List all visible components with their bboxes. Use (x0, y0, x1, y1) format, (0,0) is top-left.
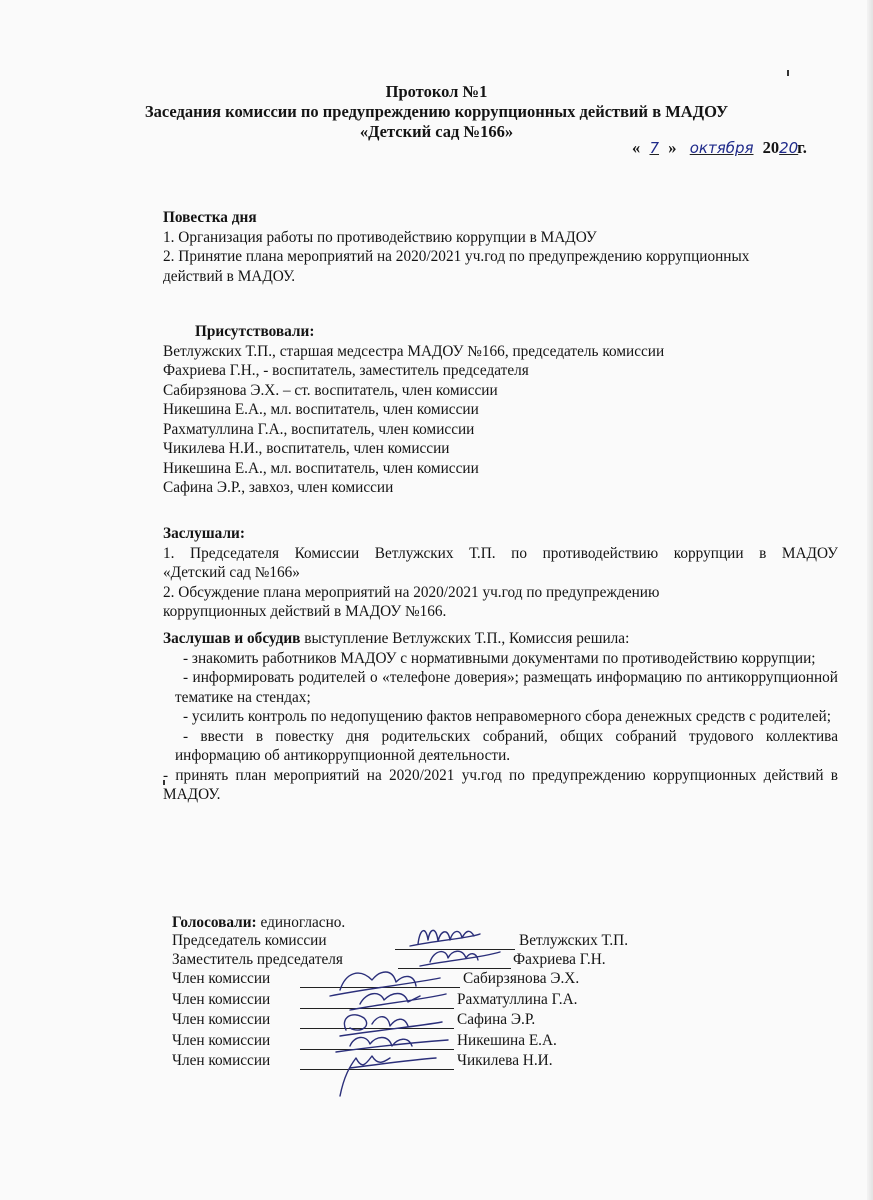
decision-intro-bold: Заслушав и обсудив (163, 630, 301, 647)
signature-role: Член комиссии (172, 1052, 271, 1069)
signatory-name: Фахриева Г.Н. (513, 951, 606, 968)
signature-line (300, 1008, 454, 1009)
decision-section (163, 629, 838, 805)
attendee-item: Ветлужских Т.П., старшая медсестра МАДОУ №166, председатель комиссии (163, 342, 665, 360)
signature-role: Заместитель председателя (172, 951, 343, 968)
date-year-handwritten: 20 (779, 139, 799, 157)
date-day-handwritten: 7 (649, 139, 660, 157)
scan-speck (787, 70, 789, 76)
signature-scribble-member (340, 1015, 442, 1036)
signatory-name: Ветлужских Т.П. (519, 932, 629, 949)
attendee-item: Рахматуллина Г.А., воспитатель, член комиссии (163, 420, 475, 438)
signatory-name: Никешина Е.А. (457, 1032, 557, 1049)
signature-line (300, 987, 460, 988)
decision-intro (163, 629, 838, 649)
date-month-handwritten: октября (689, 139, 754, 157)
heard-section (163, 524, 838, 622)
signature-role: Член комиссии (172, 1032, 271, 1049)
document-subtitle: Заседания комиссии по предупреждению коррупционных действий в МАДОУ (144, 102, 729, 121)
signature-scribble-chair (410, 930, 480, 946)
agenda-section (163, 208, 838, 286)
agenda-title: Повестка дня (163, 209, 257, 226)
date-year-prefix: 20 (762, 138, 780, 157)
organization-name: «Детский сад №166» (359, 122, 514, 141)
decision-item: - усилить контроль по недопущению фактов неправомерного сбора денежных средств с родителей; (183, 708, 831, 725)
date-close-quote: » (668, 138, 677, 157)
votes-value: единогласно. (256, 914, 346, 931)
decision-item: - знакомить работников МАДОУ с нормативными документами по противодействию коррупции; (183, 649, 816, 667)
attendee-item: Фахриева Г.Н., - воспитатель, заместитель председателя (163, 362, 529, 379)
attendee-item: Сафина Э.Р., завхоз, член комиссии (163, 479, 394, 496)
decision-item: - информировать родителей о «телефоне доверия»; размещать информацию по антикоррупционной тематике на стендах; (175, 669, 838, 706)
heard-title: Заслушали: (163, 525, 245, 542)
signature-line (300, 1049, 454, 1050)
agenda-item: 2. Принятие плана мероприятий на 2020/2021 уч.год по предупреждению коррупционных (163, 248, 750, 265)
signatory-name: Сафина Э.Р. (457, 1011, 536, 1028)
signatory-name: Рахматуллина Г.А. (457, 991, 578, 1008)
signature-line (395, 949, 515, 950)
signature-line (398, 968, 511, 969)
heard-item: 2. Обсуждение плана мероприятий на 2020/2021 уч.год по предупреждению (163, 583, 660, 601)
decision-item: - ввести в повестку дня родительских собраний, общих собраний трудового коллектива информацию об антикоррупционной деятельности. (175, 727, 838, 764)
signature-role: Председатель комиссии (172, 932, 327, 949)
date-open-quote: « (632, 138, 641, 157)
heard-item: 1. Председателя Комиссии Ветлужских Т.П. по противодействию коррупции в МАДОУ (163, 544, 838, 562)
attendees-title: Присутствовали: (195, 323, 315, 340)
decision-item: - принять план мероприятий на 2020/2021 уч.год по предупреждению коррупционных действий в МАДОУ. (163, 766, 838, 803)
signatory-name: Чикилева Н.И. (457, 1052, 553, 1069)
signature-role: Член комиссии (172, 1011, 271, 1028)
votes-label: Голосовали: (172, 914, 257, 931)
attendee-item: Чикилева Н.И., воспитатель, член комиссии (163, 440, 450, 457)
votes-line (172, 913, 345, 932)
date-year-end: г. (797, 138, 807, 157)
scan-edge-shadow (867, 0, 873, 1200)
signature-scribble-member (340, 1056, 436, 1096)
attendee-item: Никешина Е.А., мл. воспитатель, член комиссии (163, 401, 479, 418)
attendee-item: Сабирзянова Э.Х. – ст. воспитатель, член комиссии (163, 381, 498, 399)
document-header (0, 82, 873, 142)
attendees-section (163, 322, 838, 498)
heard-item-continuation: «Детский сад №166» (163, 564, 300, 581)
signature-role: Член комиссии (172, 991, 271, 1008)
heard-item-continuation: коррупционных действий в МАДОУ №166. (163, 603, 447, 620)
agenda-item-continuation: действий в МАДОУ. (163, 267, 296, 285)
signature-role: Член комиссии (172, 970, 271, 987)
signatory-name: Сабирзянова Э.Х. (463, 970, 580, 987)
signature-line (300, 1069, 454, 1070)
document-date (632, 138, 807, 158)
signature-scribble-member (330, 972, 440, 996)
document-title: Протокол №1 (385, 82, 488, 101)
decision-intro-text: выступление Ветлужских Т.П., Комиссия решила: (300, 630, 630, 647)
signature-line (300, 1028, 454, 1029)
signature-scribble-deputy (420, 951, 500, 966)
agenda-item: 1. Организация работы по противодействию коррупции в МАДОУ (163, 228, 597, 246)
attendee-item: Никешина Е.А., мл. воспитатель, член комиссии (163, 459, 479, 477)
